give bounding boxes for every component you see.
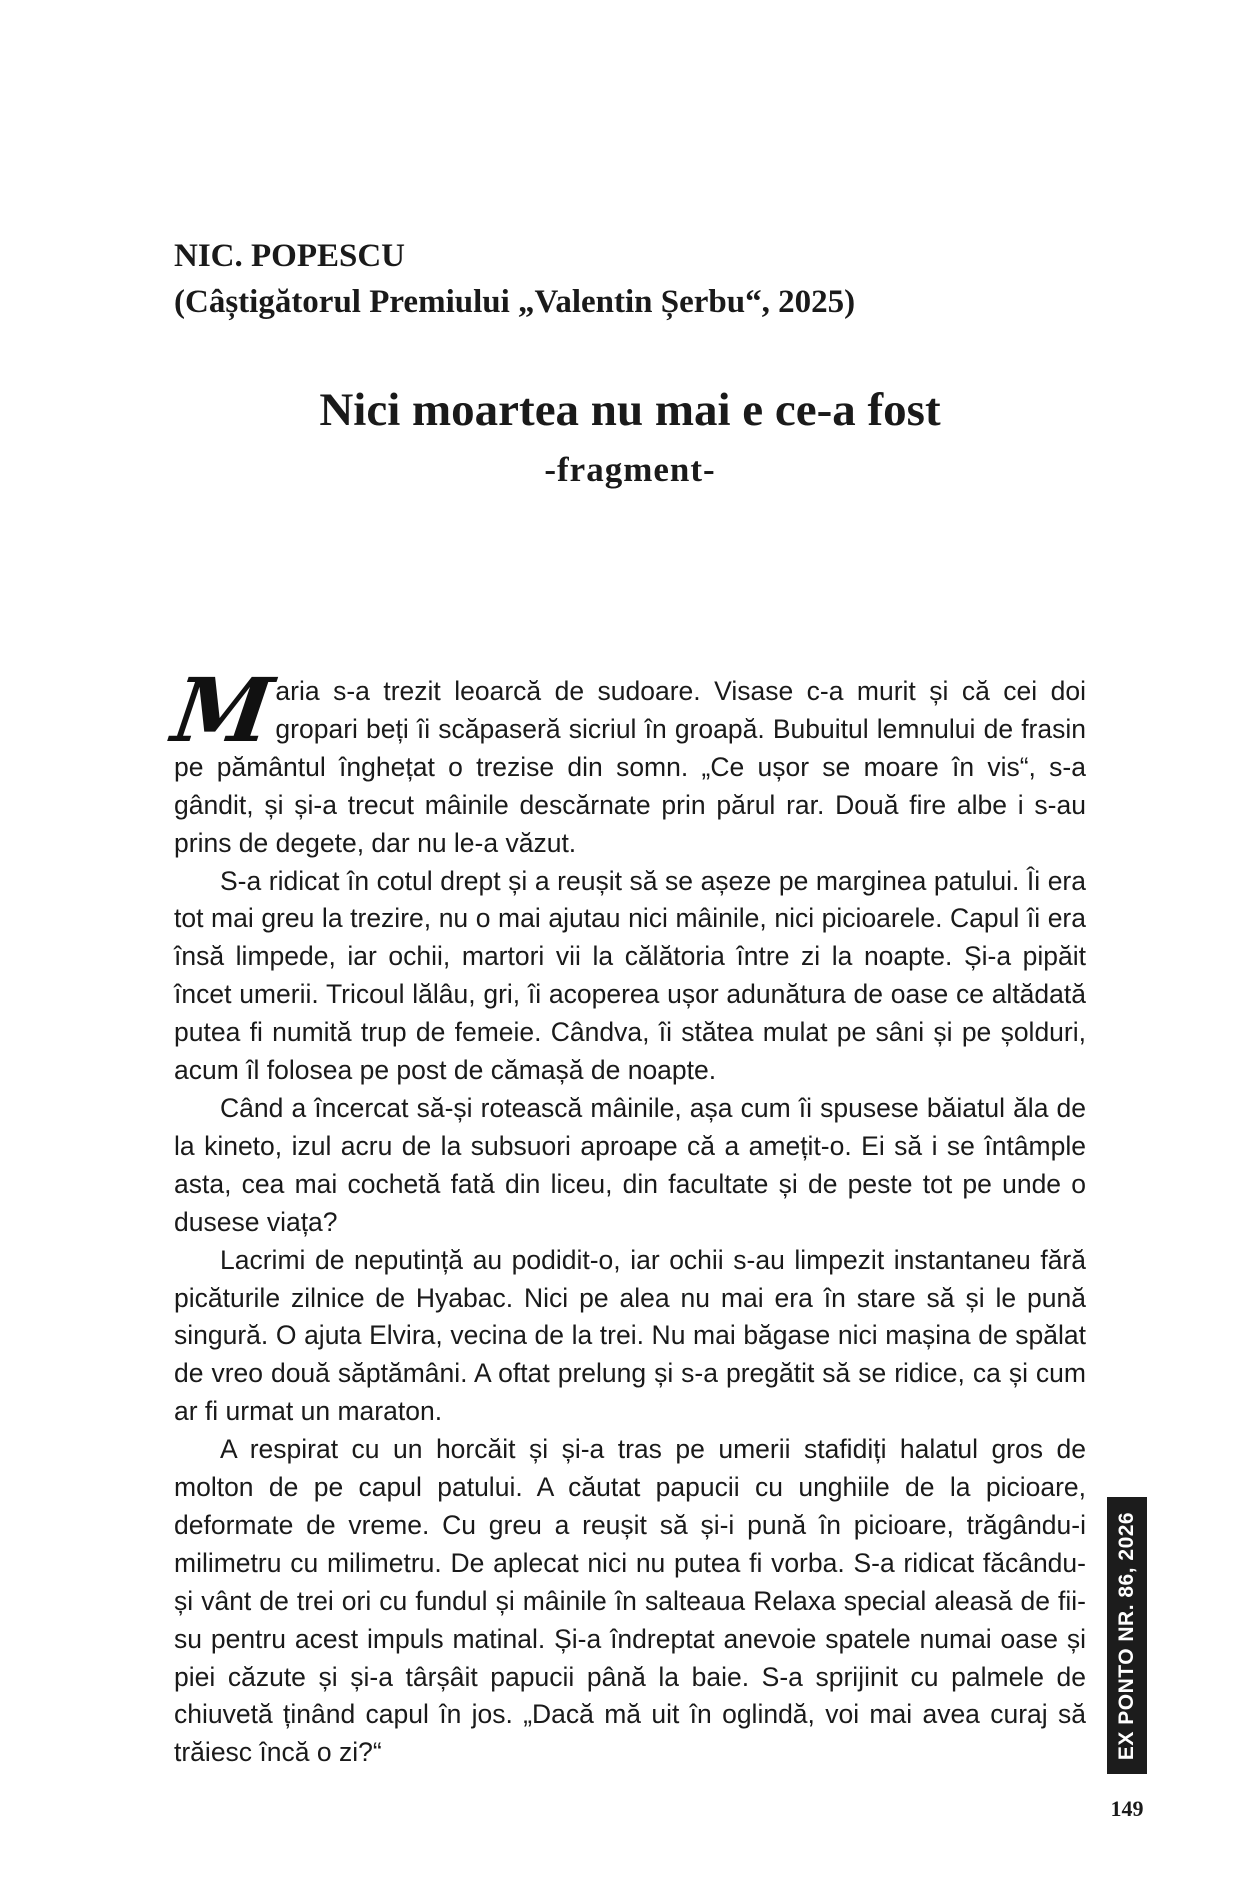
paragraph-2: S-a ridicat în cotul drept și a reușit să se așeze pe marginea patului. Îi era tot mai greu la trezire, nu o mai ajutau nici mâinile, nici picioarele. Capul îi era însă limpede, iar ochii, martori vii la călătoria între zi la noapte. Și-a pipăit încet umerii. Tricoul lălâu, gri, îi acoperea ușor adunătura de oase ce altădată putea fi numită trup de femeie. Cândva, îi stătea mulat pe sâni și pe șolduri, acum îl folosea pe post de cămașă de noapte.: [174, 865, 1086, 1086]
author-header: [174, 233, 855, 325]
title-block: [174, 380, 1086, 492]
story-subtitle: -fragment-: [544, 450, 716, 489]
journal-issue-label: EX PONTO NR. 86, 2026: [1115, 1511, 1138, 1760]
paragraph-1: [166, 658, 1086, 863]
story-body: [166, 658, 1086, 1772]
paragraph-5: A respirat cu un horcăit și și-a tras pe umerii stafidiți halatul gros de molton de pe capul patului. A căutat papucii cu unghiile de la picioare, deformate de vreme. Cu greu a reușit să și-i pună în picioare, trăgându-i milimetru cu milimetru. De aplecat nici nu putea fi vorba. S-a ridicat făcându-și vânt de trei ori cu fundul și mâinile în salteaua Relaxa special aleasă de fii-su pentru acest impuls matinal. Și-a îndreptat anevoie spatele numai oase și piei căzute și și-a târșâit papucii până la baie. S-a sprijinit cu palmele de chiuvetă ținând capul în jos. „Dacă mă uit în oglindă, voi mai avea curaj să trăiesc încă o zi?“: [174, 1434, 1086, 1768]
story-title: Nici moartea nu mai e ce-a fost: [319, 384, 941, 436]
page-number: 149: [1110, 1796, 1144, 1821]
author-name: NIC. POPESCU: [174, 238, 406, 274]
journal-side-tab: [1107, 1497, 1147, 1774]
drop-cap: M: [166, 658, 279, 762]
paragraph-text: aria s-a trezit leoarcă de sudoare. Visase c-a murit și că cei doi gropari beți îi scăpaseră sicriul în groapă. Bubuitul lemnului de frasin pe pământul înghețat o trezise din somn. „Ce ușor se moare în vis“, s-a gândit, și și-a trecut mâinile descărnate prin părul rar. Două fire albe i s-au prins de degete, dar nu le-a văzut.: [174, 676, 1086, 858]
award-note: (Câștigătorul Premiului „Valentin Șerbu“, 2025): [174, 284, 856, 320]
paragraph-4: Lacrimi de neputință au podidit-o, iar ochii s-au limpezit instantaneu fără picăturile zilnice de Hyabac. Nici pe alea nu mai era în stare să și le pună singură. O ajuta Elvira, vecina de la trei. Nu mai băgase nici mașina de spălat de vreo două săptămâni. A oftat prelung și s-a pregătit să se ridice, ca și cum ar fi urmat un maraton.: [174, 1244, 1086, 1427]
paragraph-3: Când a încercat să-și rotească mâinile, așa cum îi spusese băiatul ăla de la kineto, izul acru de la subsuori aproape că a amețit-o. Ei să i se întâmple asta, cea mai cochetă fată din liceu, din facultate și de peste tot pe unde o dusese viața?: [174, 1092, 1086, 1237]
